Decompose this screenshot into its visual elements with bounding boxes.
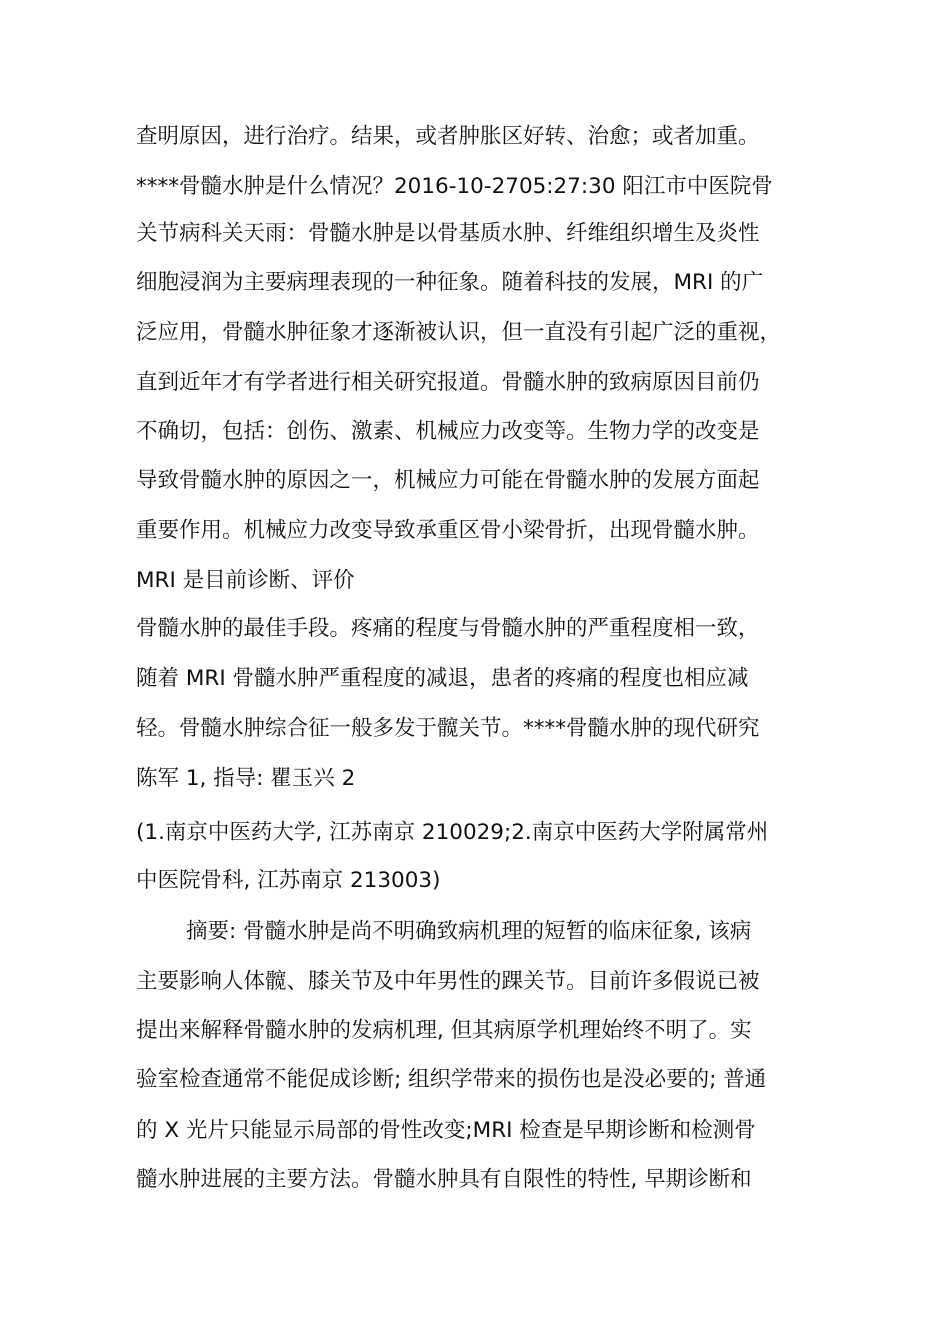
abstract-first-line: 摘要: 骨髓水肿是尚不明确致病机理的短暂的临床征象, 该病 (186, 919, 752, 944)
text-line: 不确切，包括：创伤、激素、机械应力改变等。生物力学的改变是 (136, 419, 760, 444)
text-line: 髓水肿进展的主要方法。骨髓水肿具有自限性的特性, 早期诊断和 (136, 1167, 752, 1192)
text-line: 验室检查通常不能促成诊断; 组织学带来的损伤也是没必要的; 普通 (136, 1067, 767, 1092)
text-line: (1.南京中医药大学, 江苏南京 210029;2.南京中医药大学附属常州 (136, 820, 769, 845)
text-line: 骨髓水肿的最佳手段。疼痛的程度与骨髓水肿的严重程度相一致， (136, 616, 760, 641)
text-line: 轻。骨髓水肿综合征一般多发于髋关节。****骨髓水肿的现代研究 (136, 716, 760, 741)
text-line: 查明原因，进行治疗。结果，或者肿胀区好转、治愈；或者加重。 (136, 124, 760, 149)
text-line: 提出来解释骨髓水肿的发病机理, 但其病原学机理始终不明了。实 (136, 1018, 752, 1043)
text-line: ****骨髓水肿是什么情况？2016-10-2705:27:30 阳江市中医院骨 (136, 174, 773, 199)
text-line: 关节病科关天雨：骨髓水肿是以骨基质水肿、纤维组织增生及炎性 (136, 221, 760, 246)
text-line: 细胞浸润为主要病理表现的一种征象。随着科技的发展，MRI 的广 (136, 270, 764, 295)
text-line: 泛应用，骨髓水肿征象才逐渐被认识，但一直没有引起广泛的重视， (136, 320, 782, 345)
text-line: 导致骨髓水肿的原因之一，机械应力可能在骨髓水肿的发展方面起 (136, 468, 760, 493)
text-line: 陈军 1, 指导: 瞿玉兴 2 (136, 766, 356, 791)
text-line: 主要影响人体髋、膝关节及中年男性的踝关节。目前许多假说已被 (136, 969, 760, 994)
text-line: 中医院骨科, 江苏南京 213003) (136, 868, 441, 893)
text-line: 重要作用。机械应力改变导致承重区骨小梁骨折，出现骨髓水肿。 (136, 518, 760, 543)
text-line: MRI 是目前诊断、评价 (136, 568, 355, 593)
text-line: 的 X 光片只能显示局部的骨性改变;MRI 检查是早期诊断和检测骨 (136, 1118, 756, 1143)
text-line: 随着 MRI 骨髓水肿严重程度的减退，患者的疼痛的程度也相应减 (136, 666, 749, 691)
text-line: 直到近年才有学者进行相关研究报道。骨髓水肿的致病原因目前仍 (136, 370, 760, 395)
